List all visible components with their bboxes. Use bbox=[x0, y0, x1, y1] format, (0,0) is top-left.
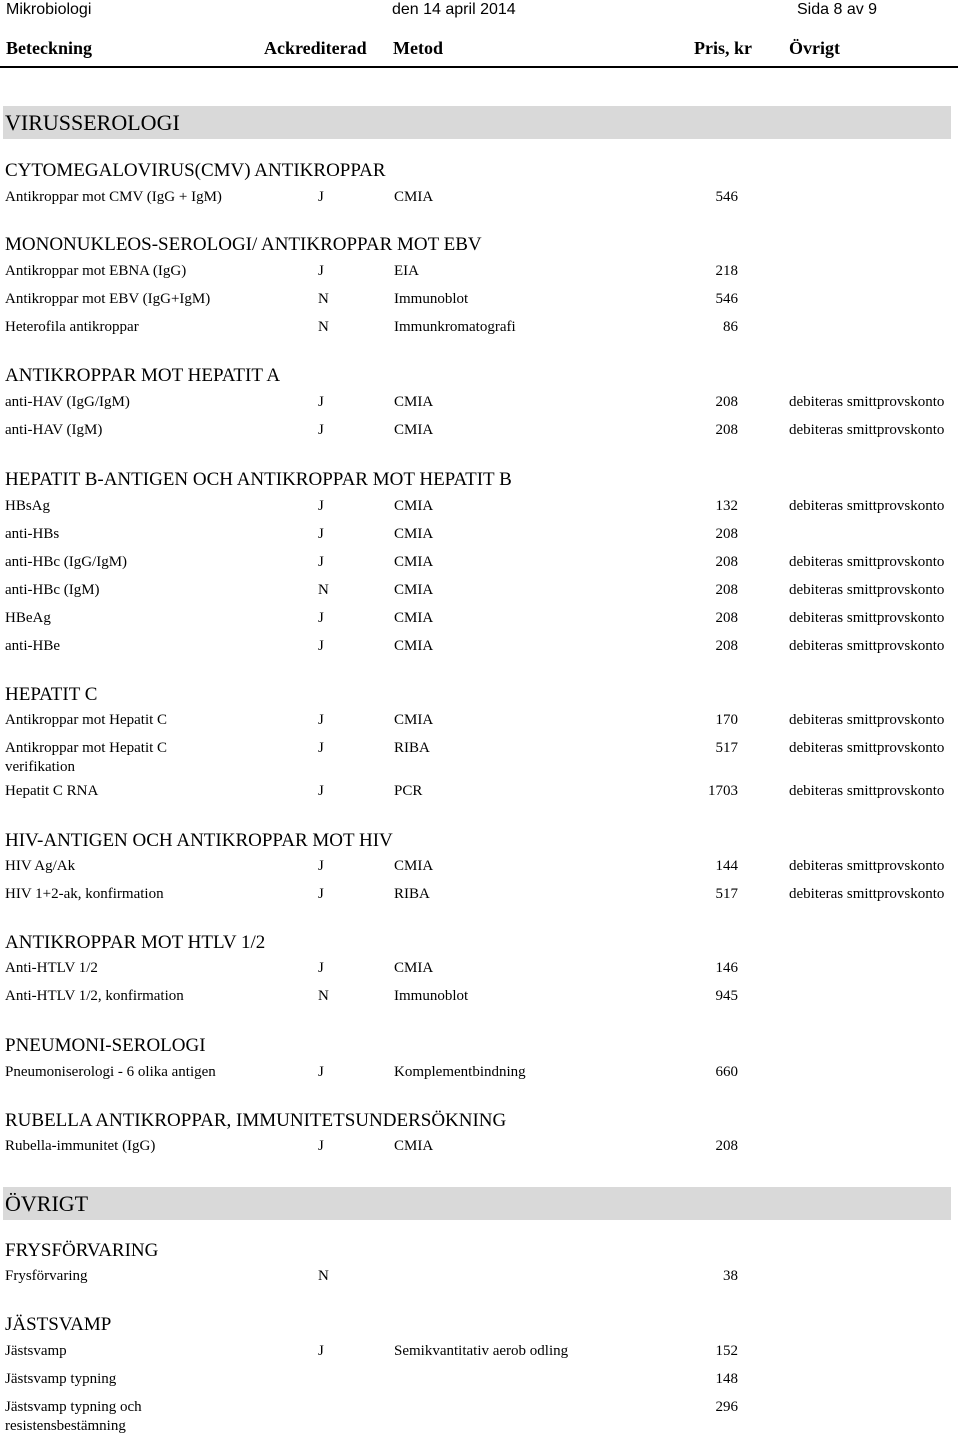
row-price: 144 bbox=[715, 858, 738, 874]
row-accredited: J bbox=[318, 263, 324, 279]
table-row bbox=[0, 318, 960, 338]
section-title-htlv: ANTIKROPPAR MOT HTLV 1/2 bbox=[5, 932, 266, 953]
row-other: debiteras smittprovskonto bbox=[789, 554, 945, 570]
row-accredited: N bbox=[318, 319, 329, 335]
section-title-hiv: HIV-ANTIGEN OCH ANTIKROPPAR MOT HIV bbox=[5, 830, 393, 851]
row-price: 945 bbox=[715, 988, 738, 1004]
row-name: anti-HBc (IgM) bbox=[5, 582, 100, 598]
row-price: 218 bbox=[715, 263, 738, 279]
row-price: 170 bbox=[715, 712, 738, 728]
row-name: Pneumoniserologi - 6 olika antigen bbox=[5, 1064, 216, 1080]
row-name: Anti-HTLV 1/2 bbox=[5, 960, 98, 976]
section-title-jastsvamp: JÄSTSVAMP bbox=[5, 1314, 112, 1335]
row-other: debiteras smittprovskonto bbox=[789, 858, 945, 874]
row-other: debiteras smittprovskonto bbox=[789, 783, 945, 799]
row-method: Immunoblot bbox=[394, 988, 469, 1004]
row-price: 208 bbox=[715, 554, 738, 570]
column-header-name: Beteckning bbox=[6, 38, 93, 58]
row-accredited: J bbox=[318, 189, 324, 205]
row-accredited: N bbox=[318, 1268, 329, 1284]
row-method: CMIA bbox=[394, 1138, 434, 1154]
row-name: anti-HAV (IgG/IgM) bbox=[5, 394, 130, 410]
table-row bbox=[0, 711, 960, 731]
row-name: Antikroppar mot EBNA (IgG) bbox=[5, 263, 187, 279]
row-name: Antikroppar mot Hepatit C bbox=[5, 712, 168, 728]
row-accredited: J bbox=[318, 638, 324, 654]
row-price: 132 bbox=[715, 498, 738, 514]
row-accredited: N bbox=[318, 291, 329, 307]
row-method: Semikvantitativ aerob odling bbox=[394, 1343, 569, 1359]
table-row bbox=[0, 637, 960, 657]
row-accredited: J bbox=[318, 740, 324, 756]
row-accredited: J bbox=[318, 1343, 324, 1359]
row-accredited: J bbox=[318, 1064, 324, 1080]
row-accredited: N bbox=[318, 582, 329, 598]
row-method: CMIA bbox=[394, 960, 434, 976]
row-accredited: J bbox=[318, 783, 324, 799]
row-name: HBeAg bbox=[5, 610, 51, 626]
row-price: 146 bbox=[715, 960, 738, 976]
row-name: Jästsvamp bbox=[5, 1343, 67, 1359]
row-price: 296 bbox=[715, 1399, 738, 1415]
row-price: 152 bbox=[715, 1343, 738, 1359]
row-accredited: J bbox=[318, 394, 324, 410]
table-row bbox=[0, 581, 960, 601]
section-title-ebv: MONONUKLEOS-SEROLOGI/ ANTIKROPPAR MOT EBV bbox=[5, 234, 482, 255]
table-row bbox=[0, 553, 960, 573]
header-divider bbox=[0, 66, 958, 68]
row-price: 38 bbox=[723, 1268, 738, 1284]
row-method: CMIA bbox=[394, 610, 434, 626]
table-row bbox=[0, 857, 960, 877]
section-title-hepatit-a: ANTIKROPPAR MOT HEPATIT A bbox=[5, 365, 281, 386]
row-name: anti-HAV (IgM) bbox=[5, 422, 103, 438]
column-header-row bbox=[0, 34, 960, 62]
row-method: EIA bbox=[394, 263, 419, 279]
row-name: Jästsvamp typning och bbox=[5, 1399, 142, 1415]
row-other: debiteras smittprovskonto bbox=[789, 886, 945, 902]
row-name: Jästsvamp typning bbox=[5, 1371, 117, 1387]
row-price: 208 bbox=[715, 1138, 738, 1154]
table-row bbox=[0, 497, 960, 517]
row-accredited: J bbox=[318, 886, 324, 902]
row-name-continued: resistensbestämning bbox=[5, 1418, 126, 1434]
row-price: 208 bbox=[715, 582, 738, 598]
row-method: CMIA bbox=[394, 554, 434, 570]
section-title-pneumoni: PNEUMONI-SEROLOGI bbox=[5, 1035, 206, 1056]
table-row bbox=[0, 1063, 960, 1083]
row-price: 208 bbox=[715, 394, 738, 410]
row-name: HIV Ag/Ak bbox=[5, 858, 76, 874]
row-method: RIBA bbox=[394, 886, 430, 902]
row-method: CMIA bbox=[394, 526, 434, 542]
row-price: 517 bbox=[715, 740, 738, 756]
row-accredited: J bbox=[318, 858, 324, 874]
section-title-frysforvaring: FRYSFÖRVARING bbox=[5, 1240, 159, 1261]
department-label: Mikrobiologi bbox=[6, 1, 92, 18]
table-row bbox=[0, 525, 960, 545]
section-title-hepatit-c: HEPATIT C bbox=[5, 684, 98, 705]
row-method: CMIA bbox=[394, 582, 434, 598]
row-accredited: J bbox=[318, 610, 324, 626]
row-name: Antikroppar mot EBV (IgG+IgM) bbox=[5, 291, 211, 307]
row-method: RIBA bbox=[394, 740, 430, 756]
row-accredited: J bbox=[318, 960, 324, 976]
row-other: debiteras smittprovskonto bbox=[789, 422, 945, 438]
row-accredited: J bbox=[318, 712, 324, 728]
row-price: 660 bbox=[715, 1064, 738, 1080]
row-method: CMIA bbox=[394, 394, 434, 410]
table-row bbox=[0, 1370, 960, 1390]
row-other: debiteras smittprovskonto bbox=[789, 740, 945, 756]
row-price: 86 bbox=[723, 319, 738, 335]
row-method: Komplementbindning bbox=[394, 1064, 526, 1080]
block-title: VIRUSSEROLOGI bbox=[5, 110, 180, 135]
block-header-ovrigt bbox=[3, 1187, 951, 1220]
table-row bbox=[0, 1137, 960, 1157]
row-price: 208 bbox=[715, 526, 738, 542]
row-price: 208 bbox=[715, 638, 738, 654]
row-name: anti-HBc (IgG/IgM) bbox=[5, 554, 128, 570]
row-name: Hepatit C RNA bbox=[5, 783, 99, 799]
page-number: Sida 8 av 9 bbox=[797, 1, 878, 18]
row-name: anti-HBs bbox=[5, 526, 60, 542]
row-name: HIV 1+2-ak, konfirmation bbox=[5, 886, 164, 902]
row-method: PCR bbox=[394, 783, 423, 799]
row-accredited: J bbox=[318, 554, 324, 570]
row-method: CMIA bbox=[394, 712, 434, 728]
row-name: HBsAg bbox=[5, 498, 51, 514]
row-price: 148 bbox=[715, 1371, 738, 1387]
column-header-accredited: Ackrediterad bbox=[264, 38, 367, 58]
table-row bbox=[0, 393, 960, 413]
row-other: debiteras smittprovskonto bbox=[789, 582, 945, 598]
row-other: debiteras smittprovskonto bbox=[789, 498, 945, 514]
table-row bbox=[0, 188, 960, 208]
block-header-virusserologi bbox=[3, 106, 951, 139]
row-other: debiteras smittprovskonto bbox=[789, 610, 945, 626]
column-header-price: Pris, kr bbox=[694, 38, 752, 58]
row-method: CMIA bbox=[394, 498, 434, 514]
row-other: debiteras smittprovskonto bbox=[789, 638, 945, 654]
column-header-method: Metod bbox=[393, 38, 443, 58]
section-title-rubella: RUBELLA ANTIKROPPAR, IMMUNITETSUNDERSÖKNING bbox=[5, 1110, 507, 1131]
table-row bbox=[0, 739, 960, 779]
row-method: Immunoblot bbox=[394, 291, 469, 307]
row-accredited: J bbox=[318, 422, 324, 438]
row-other: debiteras smittprovskonto bbox=[789, 712, 945, 728]
row-name: Rubella-immunitet (IgG) bbox=[5, 1138, 156, 1154]
table-row bbox=[0, 1267, 960, 1287]
row-name: Heterofila antikroppar bbox=[5, 319, 139, 335]
row-method: CMIA bbox=[394, 189, 434, 205]
table-row bbox=[0, 421, 960, 441]
row-name: Frysförvaring bbox=[5, 1268, 88, 1284]
row-method: CMIA bbox=[394, 422, 434, 438]
block-title: ÖVRIGT bbox=[5, 1191, 89, 1216]
row-other: debiteras smittprovskonto bbox=[789, 394, 945, 410]
document-date: den 14 april 2014 bbox=[392, 1, 516, 18]
row-accredited: J bbox=[318, 498, 324, 514]
table-row bbox=[0, 1398, 960, 1438]
row-method: Immunkromatografi bbox=[394, 319, 516, 335]
table-row bbox=[0, 987, 960, 1007]
row-method: CMIA bbox=[394, 638, 434, 654]
row-price: 517 bbox=[715, 886, 738, 902]
row-accredited: J bbox=[318, 1138, 324, 1154]
row-accredited: J bbox=[318, 526, 324, 542]
table-row bbox=[0, 290, 960, 310]
row-name-continued: verifikation bbox=[5, 759, 75, 775]
row-price: 1703 bbox=[708, 783, 738, 799]
section-title-cmv: CYTOMEGALOVIRUS(CMV) ANTIKROPPAR bbox=[5, 160, 386, 181]
row-price: 546 bbox=[715, 291, 738, 307]
row-name: Antikroppar mot Hepatit C bbox=[5, 740, 168, 756]
row-name: anti-HBe bbox=[5, 638, 60, 654]
row-price: 546 bbox=[715, 189, 738, 205]
page-header bbox=[0, 0, 960, 20]
table-row bbox=[0, 885, 960, 905]
table-row bbox=[0, 959, 960, 979]
row-name: Anti-HTLV 1/2, konfirmation bbox=[5, 988, 184, 1004]
row-method: CMIA bbox=[394, 858, 434, 874]
table-row bbox=[0, 782, 960, 802]
column-header-other: Övrigt bbox=[789, 38, 840, 58]
row-price: 208 bbox=[715, 422, 738, 438]
table-row bbox=[0, 1342, 960, 1362]
table-row bbox=[0, 262, 960, 282]
row-accredited: N bbox=[318, 988, 329, 1004]
row-price: 208 bbox=[715, 610, 738, 626]
section-title-hepatit-b: HEPATIT B-ANTIGEN OCH ANTIKROPPAR MOT HEPATIT B bbox=[5, 469, 512, 490]
table-row bbox=[0, 609, 960, 629]
row-name: Antikroppar mot CMV (IgG + IgM) bbox=[5, 189, 222, 205]
